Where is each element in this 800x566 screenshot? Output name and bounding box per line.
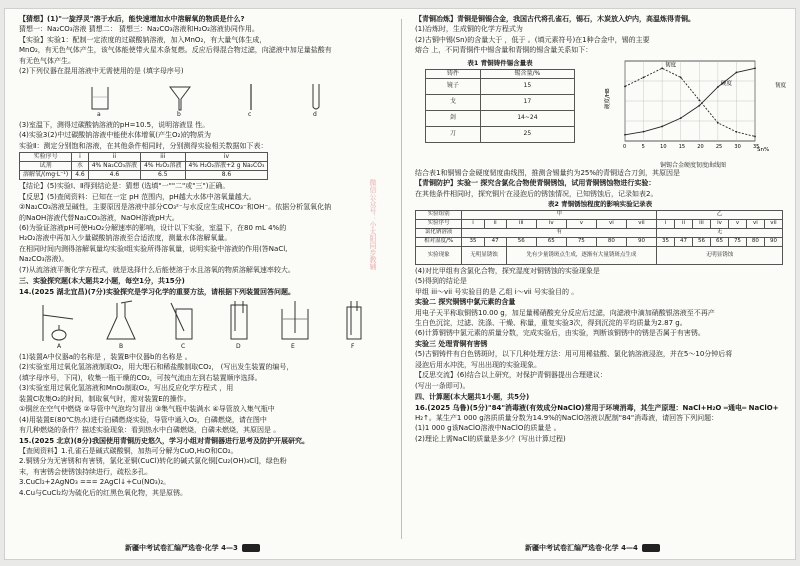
- footer-left: [125, 544, 260, 553]
- table-cell: iii: [141, 152, 185, 161]
- hot-water-beaker-icon: [279, 301, 311, 343]
- table-cell: 有: [462, 228, 657, 237]
- text-line: (6)计算铜锈中氯元素的质量分数，完成实验后，由实验，判断该铜锈中的锈是否属于有害锈。: [415, 329, 705, 338]
- apparatus-label: b: [177, 110, 181, 118]
- table-cell: ii: [484, 219, 506, 228]
- table-cell: 90: [626, 237, 656, 246]
- table-cell: 80: [596, 237, 626, 246]
- text-line: (1)装置A中仪器a的名称是 ，装置B中仪器b的名称是 。: [19, 353, 192, 362]
- table-cell: 试剂: [20, 162, 72, 171]
- text-line: (5)古铜铸件有白色锈斑时，以下几种处理方法：用可用稀盐酸、氯化钠溶液浸泡，并在5～10分钟后将: [415, 350, 733, 359]
- table-cell: 无明显锈蚀: [657, 246, 783, 264]
- table-cell: 相对湿度/%: [416, 237, 462, 246]
- apparatus-label: c: [248, 110, 252, 118]
- table-2-title: 表2 青铜锈蚀程度的影响实验记录表: [547, 200, 653, 209]
- table-row: [416, 210, 783, 219]
- text-line: (2)实验室用过氧化氢溶液制取O₂，用大理石和稀盐酸制取CO₂， (写出发生装置的编号，: [19, 363, 294, 372]
- data-point: [643, 130, 645, 132]
- table-cell: 14~24: [480, 110, 574, 126]
- lab-apparatus-figure: [19, 299, 389, 351]
- table-cell: iv: [185, 152, 268, 161]
- text-line: (写出一条即可)。: [415, 381, 470, 390]
- text-line: H₂O₂溶液中再加入少量碳酸钠溶液至合适浓度，测量水体溶解氧量。: [19, 234, 232, 243]
- data-point: [736, 131, 738, 133]
- table-cell: iv: [536, 219, 566, 228]
- x-axis-label: Sn%: [757, 146, 770, 153]
- table-cell: 乙: [657, 210, 783, 219]
- beaker-icon: [89, 85, 111, 111]
- left-column: [19, 15, 389, 535]
- text-line: (5)得到的结论是: [415, 277, 467, 286]
- table-row: [416, 228, 783, 237]
- text-line: 的NaOH溶液代替Na₂CO₃溶液，NaOH溶液pH大。: [19, 213, 179, 222]
- text-line: 结合表1和铜锡合金硬度韧度曲线图，推测含锡量约为25%的青铜适合刀剑，其原因是: [415, 168, 681, 177]
- data-point: [754, 135, 756, 137]
- table-cell: vi: [746, 219, 764, 228]
- table-cell: 4.6: [88, 171, 140, 180]
- text-line: 甲组 iii～vii 号实验目的是 乙组 i～vii 号实验目的 。: [415, 287, 579, 296]
- column-divider: [401, 19, 402, 539]
- apparatus-label: C: [181, 342, 186, 350]
- text-line: ②Na₂CO₃溶液呈碱性，主要原因是溶液中部分CO₃²⁻与水反应生成HCO₃⁻和OH⁻。依据分析氢氧化钠: [19, 203, 332, 212]
- table-cell: ii: [88, 152, 140, 161]
- table-cell: 实验序号: [416, 219, 462, 228]
- table-cell: 实验序号: [20, 152, 72, 161]
- chart-title: 铜锡合金硬度韧度曲线图: [659, 162, 726, 170]
- hardness-chart: [603, 57, 787, 170]
- collection-bottle-icon: [224, 301, 254, 343]
- table-cell: 甲: [462, 210, 657, 219]
- text-line: (6)为验证溶液pH可使H₂O₂分解速率的影响，设计以下实验，室温下，在80 mL 4%的: [19, 223, 287, 232]
- table-cell: 90: [764, 237, 782, 246]
- series-label: 硬度: [720, 80, 732, 87]
- table-cell: iii: [692, 219, 710, 228]
- table-row: [426, 69, 575, 78]
- data-point: [698, 99, 700, 101]
- text-line: 【猜想】(1)"一旋浮灵"溶于水后，能快速增加水中溶解氧的物质是什么?: [19, 15, 245, 23]
- table-cell: iv: [710, 219, 728, 228]
- gas-jar-icon: [169, 301, 199, 343]
- table-cell: ii: [675, 219, 693, 228]
- table-cell: vi: [596, 219, 626, 228]
- table-cell: 56: [692, 237, 710, 246]
- table-cell: v: [728, 219, 746, 228]
- table-cell: 无明显锈蚀: [462, 246, 506, 264]
- text-line: 熔合 上，不同青铜件中锡含量和青铜的锡含量关系如下：: [415, 46, 593, 55]
- text-line: 3.CuCl₂+2AgNO₃ === 2AgCl↓+Cu(NO₃)₂。: [19, 478, 171, 487]
- text-line: 【反思】(5)查阅资料：已知在一定 pH 范围内，pH越大水体中溶氧量越大。: [19, 192, 256, 201]
- text-line: (1)冶炼时，生成铜的化学方程式为: [415, 25, 523, 34]
- series-line-硬度: [625, 68, 755, 134]
- table-row: [426, 110, 575, 126]
- small-apparatus-figure: [19, 79, 389, 119]
- data-point: [698, 105, 700, 107]
- x-tick-label: 10: [660, 143, 667, 150]
- series-label: 韧度: [665, 62, 677, 69]
- x-tick-label: 15: [678, 143, 686, 150]
- table-cell: 35: [657, 237, 675, 246]
- text-line: Na₂CO₃溶液)。: [19, 255, 69, 264]
- text-line: 4.Cu与CuCl₂均为硫化后的红黑色氧化物，其是原锈。: [19, 488, 187, 497]
- alcohol-lamp-heating-icon: [39, 301, 79, 343]
- apparatus-label: F: [351, 342, 355, 350]
- text-line: 装置C收集O₂的时间，制取氧气时，需对装置E的操作。: [19, 394, 191, 403]
- text-line: 【结论】(5)实验Ⅰ、Ⅱ得到结论是：猜想 (选填"一""二"或"三")正确。: [19, 182, 230, 191]
- text-line: ①铜丝在空气中燃烧 ②导管中气泡均匀冒出 ③集气瓶中装满水 ④导管放入集气瓶中: [19, 405, 275, 414]
- table-row: [20, 162, 268, 171]
- text-line: (3)室温下，测得过碳酸钠溶液的pH=10.5，说明溶液显 性。: [19, 120, 210, 129]
- table-cell: i: [462, 219, 484, 228]
- table-cell: vii: [764, 219, 782, 228]
- text-line: (4)对比甲组有含氯化合物，探究湿度对铜锈蚀的实验现象是: [415, 266, 600, 275]
- table-row: [426, 94, 575, 110]
- text-line: (2)下列仪器在混用溶液中无需使用的是 (填字母序号): [19, 67, 184, 76]
- drying-tube-icon: [339, 301, 369, 343]
- table-cell: 75: [728, 237, 746, 246]
- x-tick-label: 35: [753, 143, 760, 150]
- data-point: [680, 117, 682, 119]
- data-point: [624, 134, 626, 136]
- table-cell: 刀: [426, 126, 481, 142]
- section-heading: 三、实验探究题(本大题共2小题，每空1分，共15分): [19, 277, 185, 286]
- table-cell: 镜子: [426, 78, 481, 94]
- glass-rod-icon: [244, 83, 258, 111]
- table-row: [20, 171, 268, 180]
- table-cell: i: [657, 219, 675, 228]
- question-15-title: 15.(2025 北京)(8分)我国使用青铜历史悠久，学习小组对青铜器进行思考及防护开展研究。: [19, 436, 309, 445]
- text-line: (3)实验室用过氧化氢溶液和MnO₂制取O₂，写出反应化学方程式 ，用: [19, 384, 234, 393]
- text-line: (1)1 000 g该NaClO溶液中NaClO的质量是 。: [415, 424, 561, 433]
- table-row: [20, 152, 268, 161]
- table-cell: 6.5: [141, 171, 185, 180]
- table-2: [415, 210, 783, 265]
- text-line: 在相同时间内测得溶解氧量均实验Ⅰ组实验所得溶氧量，说明实验中溶液的作用(答NaCl,: [19, 244, 288, 253]
- text-line: 浸泡后用水冲洗，写出出现的实验现象。: [415, 360, 541, 369]
- table-1-title: 表1 青铜铸件锡含量表: [467, 58, 533, 67]
- question-16-title: 16.(2025 乌鲁)(5分)"84"消毒液(有效成分NaClO)常用于环境消毒，其生产原理：NaCl+H₂O ═通电═ NaClO+: [415, 403, 779, 412]
- text-line: 实验二 探究铜锈中氯元素的含量: [415, 298, 516, 307]
- text-line: 末，有害锈会使锈蚀持续进行，疏松多孔。: [19, 467, 152, 476]
- table-cell: 铸件: [426, 69, 481, 78]
- data-point: [624, 85, 626, 87]
- text-line: (2)理论上需NaCl的质量是多少？(写出计算过程): [415, 434, 566, 443]
- text-line: 【青铜防护】实验一 探究含氯化合物使青铜锈蚀，试用青铜锈蚀物进行实验：: [415, 179, 656, 188]
- data-point: [680, 76, 682, 78]
- table-cell: 4% H₂O₂溶液+2 g Na₂CO₃: [185, 162, 268, 171]
- question-14-title: 14.(2025 湖北宜昌)(7分)实验探究是学习化学的重要方法，请根据下列装置回答问题。: [19, 287, 295, 296]
- test-tube-icon: [309, 83, 323, 111]
- table-cell: 47: [484, 237, 506, 246]
- text-line: (4)实验3(2)中过碳酸钠溶液中能使水体增氧(产生O₂)的物质为: [19, 131, 212, 140]
- apparatus-label: A: [57, 342, 62, 350]
- table-cell: 氯化钠溶液: [416, 228, 462, 237]
- table-cell: 56: [506, 237, 536, 246]
- section-heading: 四、计算题(本大题共1小题，共5分): [415, 393, 530, 402]
- table-1-wrap: [425, 59, 575, 143]
- table-row: [416, 237, 783, 246]
- text-line: (填字母序号，下同)，收集一瓶干燥的CO₂，可按气流由左到右装置顺序选择。: [19, 373, 262, 382]
- text-line: 在其他条件相同时，探究铜片在浸泡后的锈蚀情况，已知锈蚀后，记录如表2。: [415, 189, 658, 198]
- watermark: 微信公众号：小太阳同步教辅: [369, 179, 377, 270]
- funnel-icon: [169, 85, 191, 111]
- table-cell: 65: [710, 237, 728, 246]
- text-line: 有无色气体产生。: [19, 56, 75, 65]
- text-line: 有几种燃烧的条件？描述实验现象：看到热水中白磷燃烧，白磷未燃烧，其原因是 。: [19, 426, 281, 435]
- table-cell: 75: [566, 237, 596, 246]
- table-row: [416, 219, 783, 228]
- table-cell: 锡含量/%: [480, 69, 574, 78]
- text-line: 【实验】实验1：配制一定浓度的过碳酸钠溶液，加入MnO₂，有大量气体生成，: [19, 35, 267, 44]
- conical-flask-icon: [104, 301, 138, 343]
- table-cell: i: [72, 152, 89, 161]
- footer-text: 新疆中考试卷汇编严选卷·化学 4—3: [125, 543, 238, 552]
- table-cell: 先有少量锈斑点生成，逐渐有大量锈斑点生成: [506, 246, 656, 264]
- text-line: 2.铜锈分为无害锈和有害锈，氯化亚铜(CuCl)转化的碱式氯化铜[Cu₂(OH)₃Cl]，绿色粉: [19, 457, 287, 466]
- data-point: [717, 122, 719, 124]
- table-cell: 实验组别: [416, 210, 462, 219]
- apparatus-label: d: [313, 110, 317, 118]
- table-row: [426, 126, 575, 142]
- apparatus-label: B: [119, 342, 124, 350]
- text-line: H₂↑。某生产1 000 g溶质质量分数为14.9%的NaClO溶液以配制"84"消毒液，请回答下列问题：: [415, 413, 719, 422]
- table-cell: 80: [746, 237, 764, 246]
- y-axis-label-right: 韧度: [775, 82, 787, 89]
- text-line: MnO₂，有无色气体产生，该气体能使带火星木条复燃。反应后得混合物过滤，向滤液中加足量盐酸有: [19, 46, 332, 55]
- table-cell: 35: [462, 237, 484, 246]
- data-point: [754, 67, 756, 69]
- experiment-table: [19, 152, 268, 180]
- text-line: 用电子天平称取铜锈10.00 g，加足量稀硝酸充分反应后过滤，向滤液中滴加硝酸银溶液至不再产: [415, 308, 715, 317]
- exam-sheet: [4, 8, 796, 560]
- apparatus-label: D: [236, 342, 241, 350]
- table-1: [425, 69, 575, 143]
- table-cell: 17: [480, 94, 574, 110]
- table-cell: 25: [480, 126, 574, 142]
- x-tick-label: 20: [697, 143, 704, 150]
- chart-svg: [603, 57, 787, 159]
- footer-right: [525, 544, 660, 553]
- table-cell: 15: [480, 78, 574, 94]
- text-line: 【反思交流】(6)结合以上研究，对保护青铜器提出合理建议：: [415, 371, 607, 380]
- text-line: 【青铜冶炼】青铜是铜锡合金，我国古代将孔雀石，锡石，木炭放入炉内，高温炼得青铜。: [415, 15, 695, 23]
- table-row: [426, 78, 575, 94]
- data-point: [661, 125, 663, 127]
- table-chart-block: [415, 57, 785, 169]
- data-point: [717, 86, 719, 88]
- x-tick-label: 5: [641, 143, 645, 150]
- data-point: [736, 71, 738, 73]
- apparatus-label: a: [97, 110, 101, 118]
- table-cell: 无: [657, 228, 783, 237]
- publisher-logo-icon: [242, 544, 260, 552]
- text-line: 猜想一：Na₂CO₃溶液 猜想二： 猜想三：Na₂CO₃溶液和H₂O₂溶液协同作用。: [19, 25, 259, 34]
- x-tick-label: 0: [623, 143, 627, 150]
- x-tick-label: 25: [715, 143, 723, 150]
- x-tick-label: 30: [734, 143, 741, 150]
- table-cell: 实验现象: [416, 246, 462, 264]
- text-line: 生白色沉淀，过滤、洗涤、干燥、称量，重复实验3次，得到沉淀的平均质量为2.87 g。: [415, 319, 687, 328]
- footer-text: 新疆中考试卷汇编严选卷·化学 4—4: [525, 543, 638, 552]
- table-cell: v: [566, 219, 596, 228]
- text-line: 【查阅资料】1.孔雀石是碱式碳酸铜，加热可分解为CuO,H₂O和CO₂。: [19, 446, 238, 455]
- table-cell: iii: [506, 219, 536, 228]
- series-line-韧度: [625, 68, 755, 136]
- apparatus-label: E: [291, 342, 295, 350]
- table-cell: 8.6: [185, 171, 268, 180]
- table-cell: 4.6: [72, 171, 89, 180]
- text-line: 实验Ⅱ：测定分别饱和溶液，在其他条件相同时，分别测得实验相关数据如下表：: [19, 141, 268, 150]
- table-cell: 47: [675, 237, 693, 246]
- data-point: [643, 76, 645, 78]
- right-column: [415, 15, 785, 535]
- table-cell: 溶解氧/(mg·L⁻¹): [20, 171, 72, 180]
- table-cell: 4% H₂O₂溶液: [141, 162, 185, 171]
- text-line: (7)从流溶液平衡化学方程式，就是选择什么后能使溶于水且溶氧的物质溶解氧速率较大。: [19, 265, 295, 274]
- table-cell: vii: [626, 219, 656, 228]
- table-cell: 水: [72, 162, 89, 171]
- data-point: [661, 67, 663, 69]
- table-cell: 剑: [426, 110, 481, 126]
- text-line: 实验三 处理青铜有害锈: [415, 339, 488, 348]
- text-line: (4)用装置E(80℃热水)进行白磷燃烧实验，导管中通入O₂，白磷燃烧，请在图中: [19, 415, 267, 424]
- table-cell: 4% Na₂CO₃溶液: [88, 162, 140, 171]
- text-line: (2)古铜中锡(Sn)的含量大于 ，低于 。(填元素符号)在1种合金中，锡的主要: [415, 35, 650, 44]
- y-axis-label-left: 硬度/HB: [605, 87, 611, 109]
- table-cell: 戈: [426, 94, 481, 110]
- table-row: [416, 246, 783, 264]
- table-cell: 65: [536, 237, 566, 246]
- publisher-logo-icon: [642, 544, 660, 552]
